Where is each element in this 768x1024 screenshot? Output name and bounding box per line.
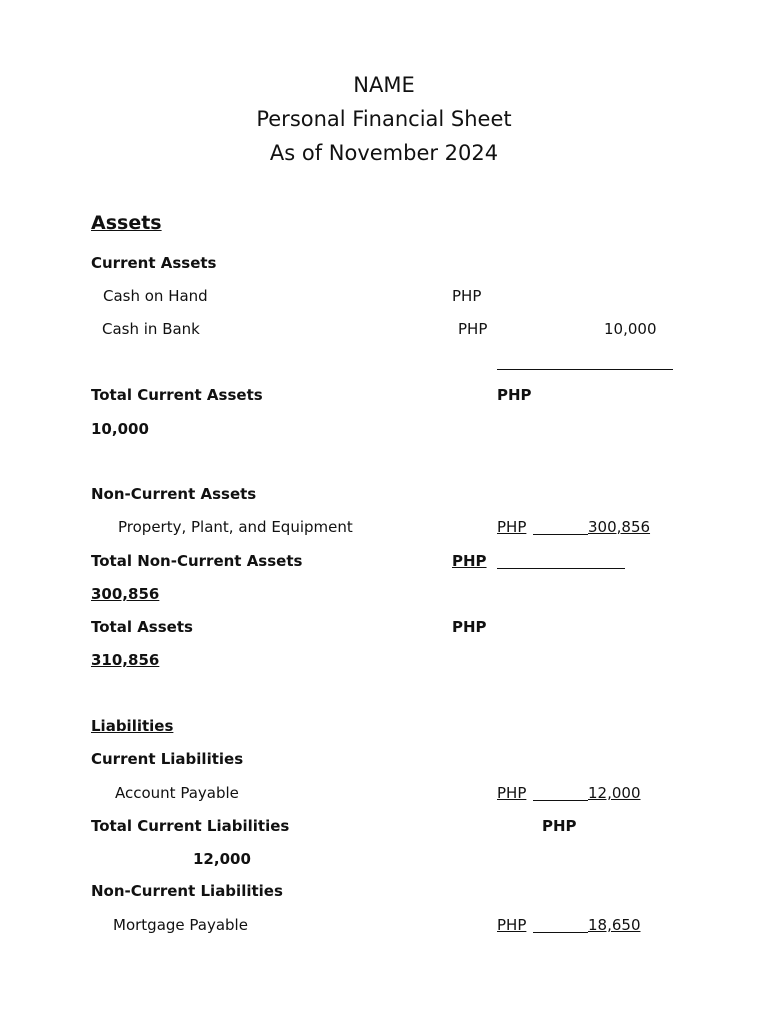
total-assets-currency: PHP bbox=[452, 618, 487, 636]
cash-in-bank-amount: 10,000 bbox=[604, 320, 657, 338]
total-assets-label: Total Assets bbox=[91, 618, 193, 636]
noncurrent-liabilities-heading: Non-Current Liabilities bbox=[91, 882, 283, 900]
current-liabilities-heading: Current Liabilities bbox=[91, 750, 244, 768]
total-current-assets-amount: 10,000 bbox=[91, 420, 149, 438]
total-noncurrent-assets-amount: 300,856 bbox=[91, 585, 160, 603]
mortgage-payable-underline bbox=[533, 932, 588, 933]
account-payable-amount: 12,000 bbox=[588, 784, 641, 802]
document-title: Personal Financial Sheet bbox=[256, 107, 512, 131]
total-current-liabilities-amount: 12,000 bbox=[193, 850, 251, 868]
total-noncurrent-assets-currency: PHP bbox=[452, 552, 487, 570]
noncurrent-assets-heading: Non-Current Assets bbox=[91, 485, 257, 503]
document-date: As of November 2024 bbox=[269, 141, 499, 165]
total-current-assets-currency: PHP bbox=[497, 386, 532, 404]
cash-on-hand-currency: PHP bbox=[452, 287, 482, 305]
cash-in-bank-currency: PHP bbox=[458, 320, 488, 338]
account-payable-currency: PHP bbox=[497, 784, 527, 802]
document-name: NAME bbox=[353, 73, 415, 97]
mortgage-payable-currency: PHP bbox=[497, 916, 527, 934]
ppe-amount: 300,856 bbox=[588, 518, 651, 536]
total-current-liabilities-currency: PHP bbox=[542, 817, 577, 835]
ppe-underline bbox=[533, 534, 588, 535]
ppe-label: Property, Plant, and Equipment bbox=[118, 518, 353, 536]
liabilities-heading: Liabilities bbox=[91, 717, 174, 735]
assets-heading: Assets bbox=[91, 212, 162, 234]
mortgage-payable-amount: 18,650 bbox=[588, 916, 641, 934]
mortgage-payable-label: Mortgage Payable bbox=[113, 916, 248, 934]
total-noncurrent-assets-label: Total Non-Current Assets bbox=[91, 552, 303, 570]
subtotal-rule bbox=[497, 369, 673, 370]
account-payable-label: Account Payable bbox=[115, 784, 239, 802]
total-noncurrent-rule bbox=[497, 568, 625, 569]
ppe-currency: PHP bbox=[497, 518, 527, 536]
current-assets-heading: Current Assets bbox=[91, 254, 217, 272]
total-current-liabilities-label: Total Current Liabilities bbox=[91, 817, 290, 835]
total-assets-amount: 310,856 bbox=[91, 651, 160, 669]
account-payable-underline bbox=[533, 800, 588, 801]
cash-in-bank-label: Cash in Bank bbox=[102, 320, 200, 338]
cash-on-hand-label: Cash on Hand bbox=[103, 287, 208, 305]
total-current-assets-label: Total Current Assets bbox=[91, 386, 263, 404]
